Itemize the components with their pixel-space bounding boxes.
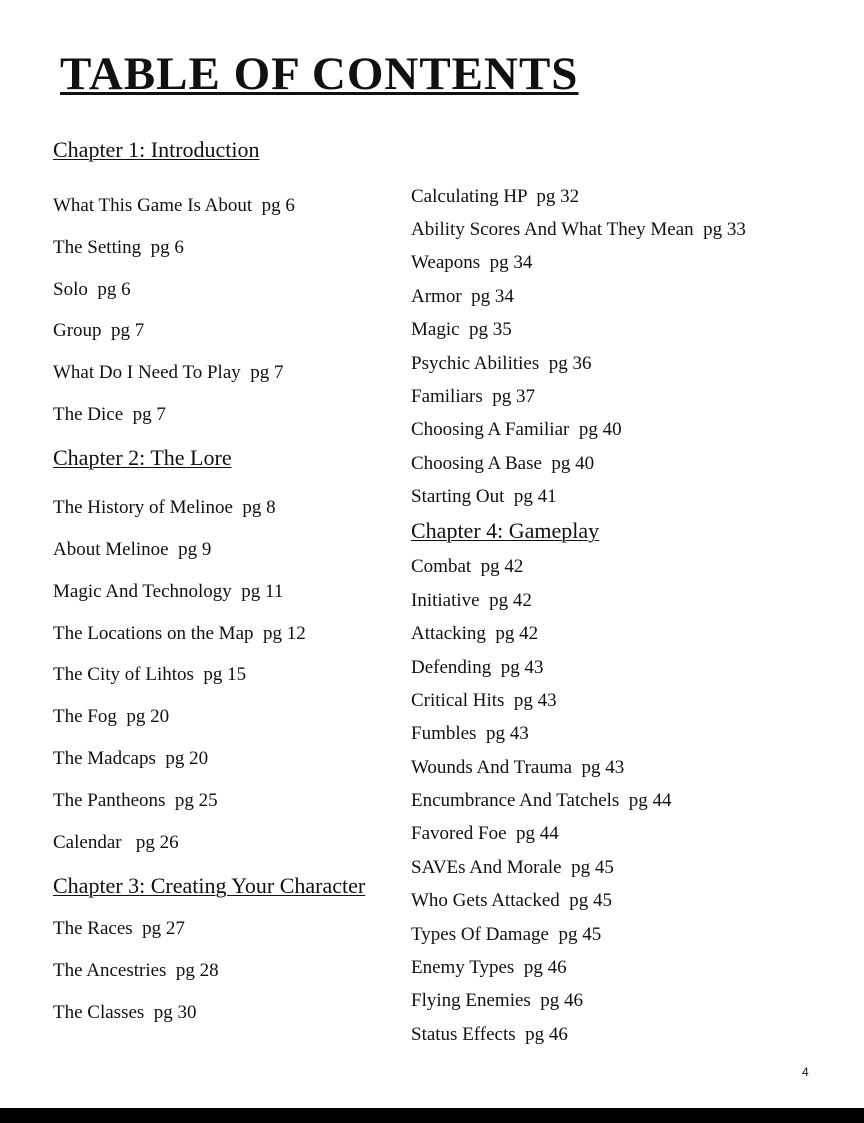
toc-entry: Fumbles pg 43 bbox=[411, 723, 529, 744]
toc-entry: Enemy Types pg 46 bbox=[411, 957, 567, 978]
toc-entry: Status Effects pg 46 bbox=[411, 1024, 568, 1045]
chapter-heading: Chapter 1: Introduction bbox=[53, 137, 260, 162]
toc-entry: Combat pg 42 bbox=[411, 556, 524, 577]
toc-entry: Wounds And Trauma pg 43 bbox=[411, 757, 625, 778]
toc-entry: Calculating HP pg 32 bbox=[411, 186, 580, 207]
toc-entry: What This Game Is About pg 6 bbox=[53, 195, 295, 216]
toc-entry: Calendar pg 26 bbox=[53, 832, 179, 853]
toc-entry: Who Gets Attacked pg 45 bbox=[411, 890, 613, 911]
toc-entry: The Classes pg 30 bbox=[53, 1002, 197, 1023]
toc-entry: The Setting pg 6 bbox=[53, 237, 184, 258]
page-number: 4 bbox=[802, 1065, 809, 1079]
toc-entry: Types Of Damage pg 45 bbox=[411, 924, 602, 945]
toc-entry: The Fog pg 20 bbox=[53, 706, 170, 727]
toc-entry: Group pg 7 bbox=[53, 320, 145, 341]
toc-entry: Weapons pg 34 bbox=[411, 252, 533, 273]
toc-entry: The Races pg 27 bbox=[53, 918, 185, 939]
toc-entry: Solo pg 6 bbox=[53, 279, 131, 300]
toc-entry: Magic And Technology pg 11 bbox=[53, 581, 284, 602]
chapter-heading: Chapter 4: Gameplay bbox=[411, 518, 600, 543]
toc-entry: The Locations on the Map pg 12 bbox=[53, 623, 306, 644]
toc-entry: Encumbrance And Tatchels pg 44 bbox=[411, 790, 672, 811]
toc-entry: SAVEs And Morale pg 45 bbox=[411, 857, 614, 878]
toc-entry: Familiars pg 37 bbox=[411, 386, 536, 407]
toc-entry: Attacking pg 42 bbox=[411, 623, 539, 644]
toc-entry: Critical Hits pg 43 bbox=[411, 690, 557, 711]
toc-entry: The Madcaps pg 20 bbox=[53, 748, 209, 769]
toc-entry: Psychic Abilities pg 36 bbox=[411, 353, 592, 374]
toc-entry: Choosing A Base pg 40 bbox=[411, 453, 595, 474]
toc-entry: Magic pg 35 bbox=[411, 319, 512, 340]
toc-entry: The Ancestries pg 28 bbox=[53, 960, 219, 981]
chapter-heading: Chapter 2: The Lore bbox=[53, 445, 232, 470]
toc-entry: What Do I Need To Play pg 7 bbox=[53, 362, 284, 383]
toc-entry: Starting Out pg 41 bbox=[411, 486, 557, 507]
toc-entry: Ability Scores And What They Mean pg 33 bbox=[411, 219, 746, 240]
toc-entry: The Dice pg 7 bbox=[53, 404, 166, 425]
footer-band bbox=[0, 1108, 864, 1123]
page-title: TABLE OF CONTENTS bbox=[60, 48, 579, 100]
toc-entry: Armor pg 34 bbox=[411, 286, 514, 307]
toc-entry: Favored Foe pg 44 bbox=[411, 823, 559, 844]
toc-entry: The Pantheons pg 25 bbox=[53, 790, 218, 811]
chapter-heading: Chapter 3: Creating Your Character bbox=[53, 873, 366, 898]
toc-entry: Initiative pg 42 bbox=[411, 590, 532, 611]
toc-entry: The History of Melinoe pg 8 bbox=[53, 497, 276, 518]
toc-entry: Defending pg 43 bbox=[411, 657, 544, 678]
toc-entry: Flying Enemies pg 46 bbox=[411, 990, 584, 1011]
toc-entry: About Melinoe pg 9 bbox=[53, 539, 212, 560]
toc-entry: The City of Lihtos pg 15 bbox=[53, 664, 247, 685]
toc-entry: Choosing A Familiar pg 40 bbox=[411, 419, 622, 440]
